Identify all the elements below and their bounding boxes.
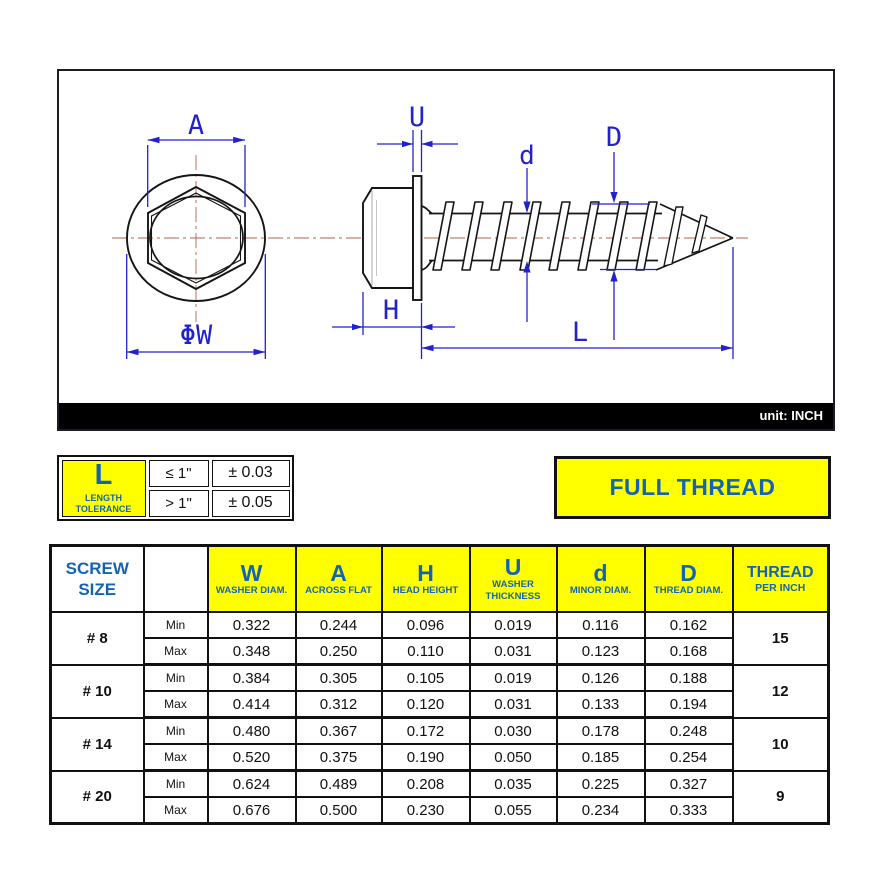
hex-head-side [363,188,413,288]
length-tolerance-table [57,455,294,521]
dim-w-arrow-right [254,349,266,356]
size-8: # 8 [51,612,144,665]
centerlines [112,155,748,322]
shank-fillet-bottom [422,261,433,271]
spec-table-wrap [49,544,830,825]
dim-dmaj-arrowhead-top [610,192,617,203]
dim-dmaj-arrowhead-bottom [610,270,617,282]
row-8-max: Max 0.348 0.250 0.110 0.031 0.123 0.168 [51,638,829,665]
dim-a-arrow-right [233,137,245,144]
tolerance-value-2: ± 0.05 [212,490,290,517]
screw-drawing-svg [59,71,833,403]
size-20: # 20 [51,771,144,824]
header-h: H HEAD HEIGHT [382,546,470,613]
tolerance-caption-line2: TOLERANCE [75,504,132,514]
dim-d-arrowhead-top [523,202,530,214]
spec-table [49,544,830,825]
dimension-u [377,130,458,172]
header-thread-per-inch: THREAD PER INCH [733,546,829,613]
header-u: U WASHER THICKNESS [470,546,557,613]
tpi-10: 12 [733,665,829,718]
tolerance-symbol-cell [62,460,146,517]
dim-u-label: U [408,102,426,133]
header-minmax-empty [144,546,208,613]
drawing-panel [57,69,835,431]
header-a: A ACROSS FLAT [296,546,382,613]
dim-l-arrow-right [721,345,733,352]
dim-w-label: ΦW [179,320,213,351]
header-w: W WASHER DIAM. [208,546,296,613]
dim-a-arrow-left [148,137,160,144]
row-20-max: Max 0.676 0.500 0.230 0.055 0.234 0.333 [51,797,829,824]
tpi-8: 15 [733,612,829,665]
header-d-minor: d MINOR DIAM. [557,546,645,613]
size-14: # 14 [51,718,144,771]
dim-h-arrow-right [422,324,433,330]
row-14-min: # 14 Min 0.480 0.367 0.172 0.030 0.178 0.248 10 [51,718,829,745]
dim-u-arrow-right [422,141,433,147]
tolerance-caption-line1: LENGTH [85,492,122,503]
dim-u-arrow-left [402,141,413,147]
size-10: # 10 [51,665,144,718]
row-10-max: Max 0.414 0.312 0.120 0.031 0.133 0.194 [51,691,829,718]
header-d-major: D THREAD DIAM. [645,546,733,613]
tolerance-value-1: ± 0.03 [212,460,290,487]
full-thread-banner: FULL THREAD [554,456,831,519]
row-10-min: # 10 Min 0.384 0.305 0.105 0.019 0.126 0.188 12 [51,665,829,692]
dim-a-label: A [187,110,205,141]
tpi-20: 9 [733,771,829,824]
unit-bar: unit: INCH [59,403,833,429]
dim-d-minor-label: d [519,141,535,171]
header-screw-size: SCREW SIZE [51,546,144,613]
dim-l-label: L [571,317,589,348]
dim-l-arrow-left [422,345,434,352]
tolerance-symbol: L [94,458,113,491]
drawing-canvas [59,71,833,403]
row-8-min: # 8 Min 0.322 0.244 0.096 0.019 0.116 0.162 15 [51,612,829,638]
row-14-max: Max 0.520 0.375 0.190 0.050 0.185 0.254 [51,744,829,771]
washer-flange-side [413,176,422,300]
dim-h-arrow-left [352,324,363,330]
shank-fillet-top [422,206,433,214]
tolerance-condition-1: ≤ 1" [149,460,209,487]
dim-h-label: H [382,295,400,326]
dim-d-major-label: D [605,122,623,153]
row-20-min: # 20 Min 0.624 0.489 0.208 0.035 0.225 0.327 9 [51,771,829,798]
dim-w-arrow-left [127,349,139,356]
tolerance-condition-2: > 1" [149,490,209,517]
chamfer-circle [150,197,243,279]
tpi-14: 10 [733,718,829,771]
spec-header-row [51,546,829,613]
